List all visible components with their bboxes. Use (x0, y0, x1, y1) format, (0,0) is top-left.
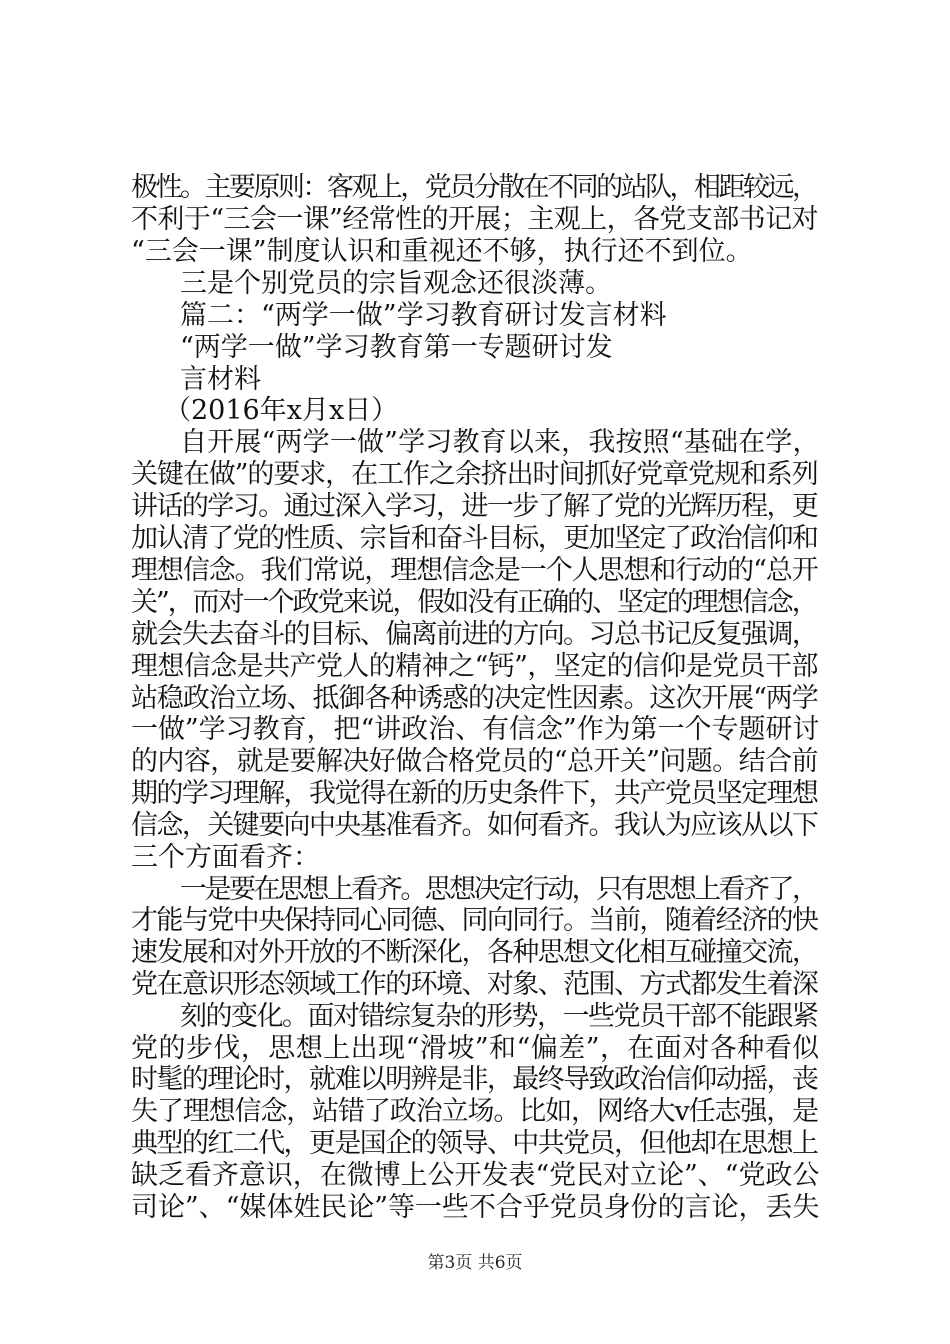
text-line: 言材料 (180, 364, 261, 395)
text-line: 不利于“三会一课”经常性的开展；主观上，各党支部书记对 (131, 204, 818, 235)
text-line: 讲话的学习。通过深入学习，进一步了解了党的光辉历程，更 (131, 491, 818, 522)
text-line: 失了理想信念，站错了政治立场。比如，网络大v任志强，是 (131, 1096, 819, 1127)
text-line: “三会一课”制度认识和重视还不够，执行还不到位。 (131, 236, 753, 267)
text-line: 就会失去奋斗的目标、偏离前进的方向。习总书记反复强调， (131, 619, 818, 650)
text-line: 一做”学习教育，把“讲政治、有信念”作为第一个专题研讨 (131, 714, 820, 745)
text-line: 信念，关键要向中央基准看齐。如何看齐。我认为应该从以下 (131, 810, 818, 841)
page-footer: 第3页 共6页 (427, 1253, 523, 1273)
text-line: 速发展和对外开放的不断深化，各种思想文化相互碰撞交流， (131, 937, 818, 968)
text-line: 理想信念是共产党人的精神之“钙”，坚定的信仰是党员干部 (131, 651, 818, 682)
text-line: 自开展“两学一做”学习教育以来，我按照“基础在学， (180, 427, 820, 458)
text-line: 期的学习理解，我觉得在新的历史条件下，共产党员坚定理想 (131, 778, 818, 809)
text-line: 时髦的理论时，就难以明辨是非，最终导致政治信仰动摇，丧 (131, 1064, 818, 1095)
text-line: 的内容，就是要解决好做合格党员的“总开关”问题。结合前 (131, 746, 818, 777)
text-line: 典型的红二代，更是国企的领导、中共党员，但他却在思想上 (131, 1128, 818, 1159)
text-line: 关键在做”的要求，在工作之余挤出时间抓好党章党规和系列 (131, 459, 818, 490)
text-line: 加认清了党的性质、宗旨和奋斗目标，更加坚定了政治信仰和 (131, 523, 818, 554)
text-line: 党的步伐，思想上出现“滑坡”和“偏差”，在面对各种看似 (131, 1033, 820, 1064)
text-line: 司论”、“媒体姓民论”等一些不合乎党员身份的言论，丢失 (131, 1192, 820, 1223)
text-line: 三个方面看齐： (131, 842, 320, 873)
text-line: 三是个别党员的宗旨观念还很淡薄。 (180, 268, 612, 299)
text-line: （2016年x月x日） (164, 395, 399, 426)
text-line: “两学一做”学习教育第一专题研讨发 (180, 332, 613, 363)
text-line: 站稳政治立场、抵御各种诱惑的决定性因素。这次开展“两学 (131, 683, 818, 714)
text-line: 一是要在思想上看齐。思想决定行动，只有思想上看齐了， (180, 874, 817, 905)
text-line: 才能与党中央保持同心同德、同向同行。当前，随着经济的快 (131, 905, 818, 936)
text-line: 理想信念。我们常说，理想信念是一个人思想和行动的“总开 (131, 555, 818, 586)
text-line: 刻的变化。面对错综复杂的形势，一些党员干部不能跟紧 (180, 1001, 818, 1032)
text-line: 关”，而对一个政党来说，假如没有正确的、坚定的理想信念， (131, 587, 817, 618)
text-line: 缺乏看齐意识，在微博上公开发表“党民对立论”、“党政公 (131, 1160, 820, 1191)
text-line: 党在意识形态领域工作的环境、对象、范围、方式都发生着深 (131, 969, 818, 1000)
text-line: 篇二：“两学一做”学习教育研讨发言材料 (180, 300, 667, 331)
text-line: 极性。主要原则：客观上，党员分散在不同的站队，相距较远， (131, 172, 817, 203)
